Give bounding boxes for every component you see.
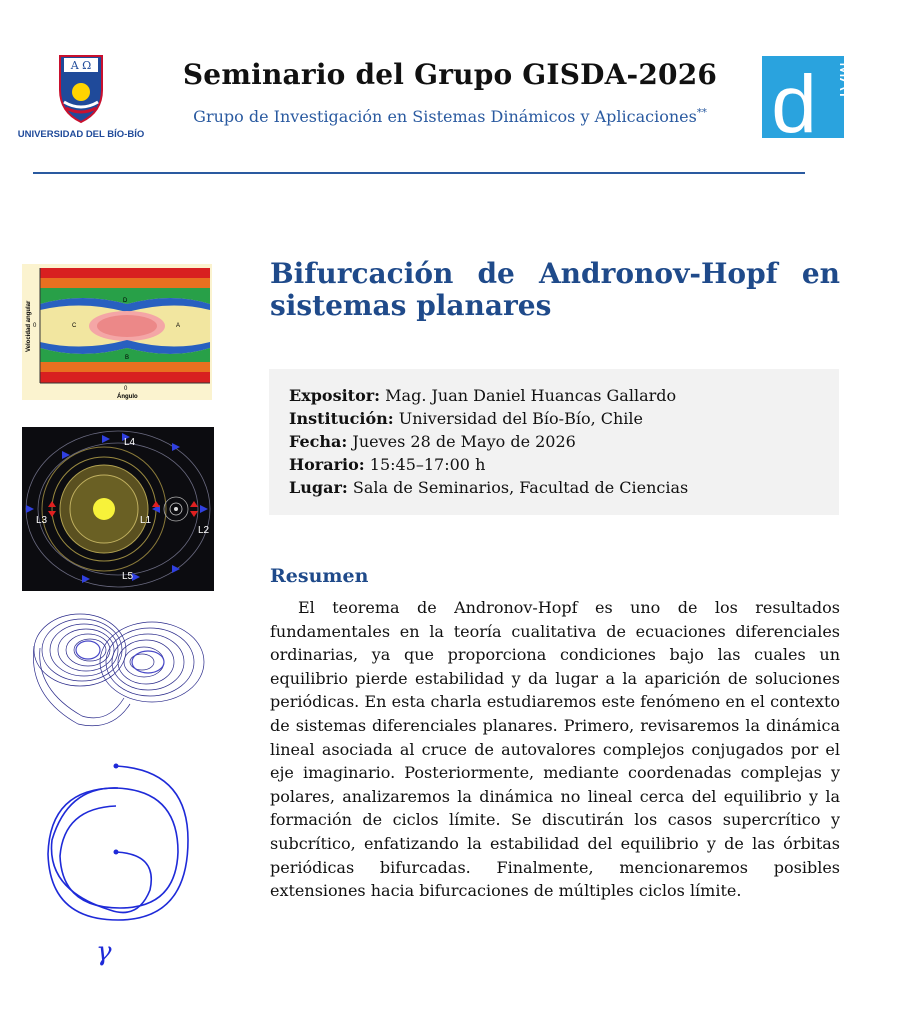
svg-text:0: 0 [33,323,37,329]
talk-place: Sala de Seminarios, Facultad de Ciencias [352,478,689,497]
talk-title: Bifurcación de Andronov-Hopf en sistemas planares [270,257,840,322]
university-shield-icon [12,50,150,140]
time-line: Horario: 15:45–17:00 h [289,455,486,474]
abstract-text: El teorema de Andronov-Hopf es uno de los resultados fundamentales en la teoría cualitativa de ecuaciones diferenciales ordinarias, ya que proporciona condiciones bajo las cuales un equilibrio pierde estabilidad y da lugar a la aparición de soluciones periódicas. En esta charla estudiaremos este fenómeno en el contexto de sistemas diferenciales planares. Primero, revisaremos la dinámica lineal asociada al cruce de autovalores complejos conjugados por el eje imaginario. Posteriormente, mediante coordenadas complejas y polares, analizaremos la dinámica no lineal cerca del equilibrio y la formación de ciclos límite. Se discutirán los casos supercrítico y subcrítico, enfatizando la estabilidad del equilibrio y de las órbitas periódicas bifurcadas. Finalmente, mencionaremos posibles extensiones hacia bifurcaciones de múltiples ciclos límite. [270,598,840,901]
svg-text:L4: L4 [124,437,136,448]
svg-text:A: A [176,323,181,329]
talk-info-box [269,369,839,515]
limit-cycle-figure [38,760,198,970]
group-subtitle [160,107,740,126]
phase-portrait-figure [22,264,212,400]
group-name: Grupo de Investigación en Sistemas Dinámicos y Aplicaciones [193,107,697,126]
abstract-heading: Resumen [270,565,369,587]
university-caption: UNIVERSIDAD DEL BÍO-BÍO [17,129,145,140]
lorenz-attractor-figure [22,600,218,732]
svg-text:B: B [125,355,130,361]
svg-text:MAT: MAT [835,62,856,101]
svg-text:L3: L3 [36,515,48,526]
lagrange-points-figure [22,427,214,591]
svg-text:L2: L2 [198,525,210,536]
header-divider [33,172,805,174]
footnote-mark: ** [696,107,707,119]
svg-text:L5: L5 [122,571,134,582]
institution-name: Universidad del Bío-Bío, Chile [398,409,644,428]
talk-time: 15:45–17:00 h [369,455,486,474]
speaker-line: Expositor: Mag. Juan Daniel Huancas Gallardo [289,386,677,405]
gamma-label: γ [96,937,112,967]
date-line: Fecha: Jueves 28 de Mayo de 2026 [289,432,576,451]
speaker-name: Mag. Juan Daniel Huancas Gallardo [385,386,677,405]
svg-text:d: d [771,59,817,150]
university-logo [12,50,150,140]
svg-text:Ángulo: Ángulo [117,394,138,400]
dmat-logo-icon [762,56,856,150]
department-logo [762,56,856,150]
svg-text:D: D [123,298,128,304]
institution-line: Institución: Universidad del Bío-Bío, Chile [289,409,644,428]
seminar-title: Seminario del Grupo GISDA-2026 [182,58,718,91]
svg-text:C: C [72,323,77,329]
svg-text:L1: L1 [140,515,152,526]
talk-date: Jueves 28 de Mayo de 2026 [352,432,576,451]
svg-text:Velocidad angular: Velocidad angular [26,300,32,352]
svg-text:0: 0 [124,386,128,392]
svg-text:A Ω: A Ω [70,59,92,72]
place-line: Lugar: Sala de Seminarios, Facultad de Ciencias [289,478,689,497]
